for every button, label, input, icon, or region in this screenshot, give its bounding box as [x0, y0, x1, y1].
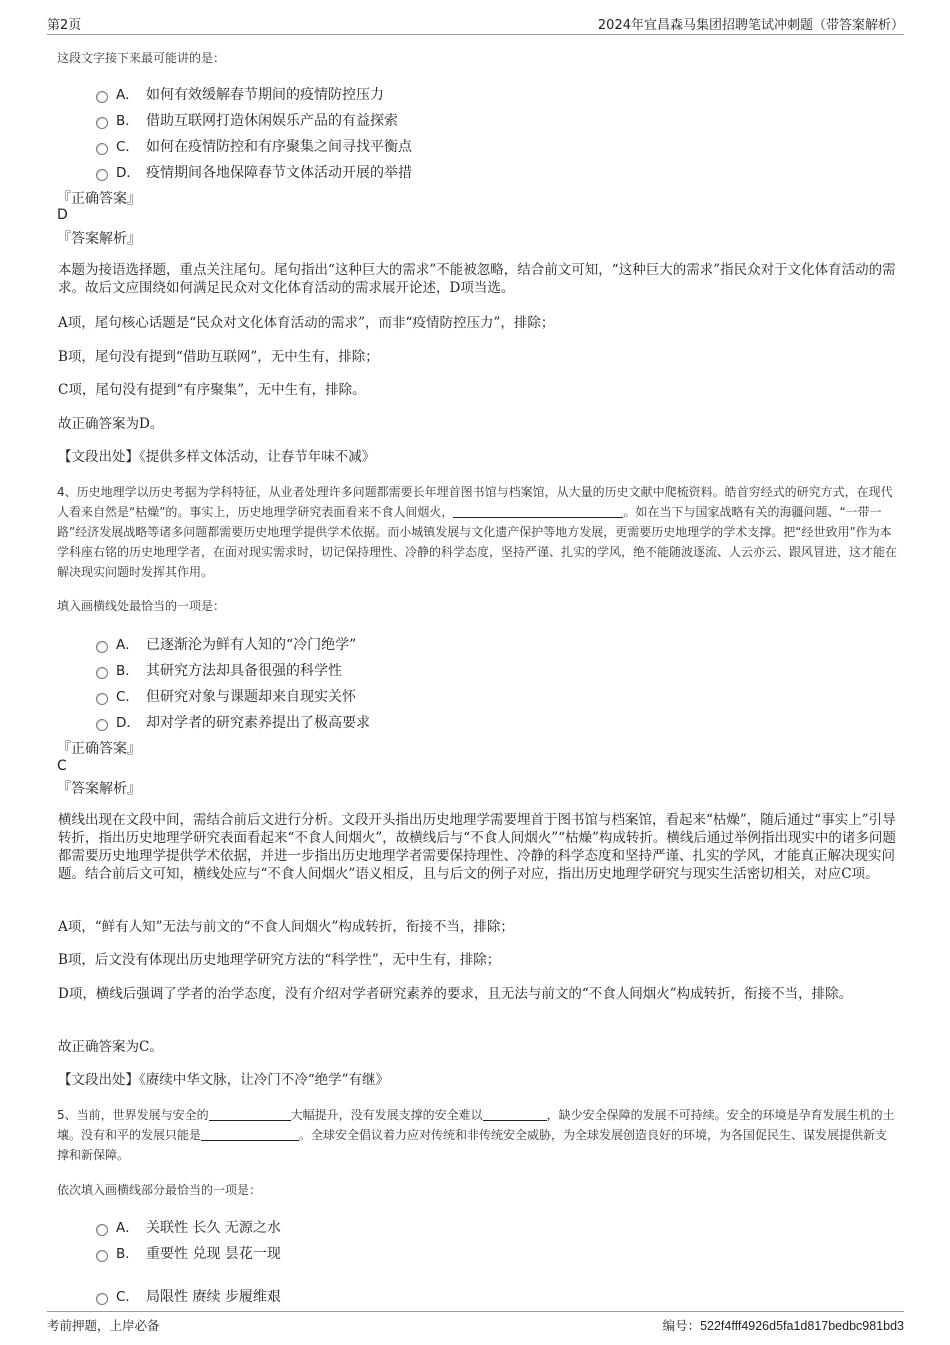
q4-option-d[interactable]: D． 却对学者的研究素养提出了极高要求: [96, 711, 370, 732]
radio-icon[interactable]: [96, 91, 108, 103]
q5-option-b[interactable]: B． 重要性 兑现 昙花一现: [96, 1242, 281, 1263]
footer-slogan: 考前押题，上岸必备: [47, 1318, 160, 1333]
q3-answer: D: [57, 207, 68, 223]
radio-icon[interactable]: [96, 1250, 108, 1262]
document-code: 编号：522f4fff4926d5fa1d817bedbc981bd3: [662, 1318, 904, 1333]
q3-source: 【文段出处】《提供多样文体活动，让春节年味不减》: [58, 449, 376, 465]
radio-icon[interactable]: [96, 693, 108, 705]
q3-option-a[interactable]: A． 如何有效缓解春节期间的疫情防控压力: [96, 83, 384, 104]
q5-option-a[interactable]: A． 关联性 长久 无源之水: [96, 1216, 281, 1237]
radio-icon[interactable]: [96, 719, 108, 731]
q3-prompt: 这段文字接下来最可能讲的是：: [57, 51, 226, 65]
page-number: 第2页: [47, 18, 82, 33]
radio-icon[interactable]: [96, 1293, 108, 1305]
q4-conclusion: 故正确答案为C。: [58, 1039, 163, 1055]
q4-source: 【文段出处】《赓续中华文脉，让冷门不冷“绝学”有继》: [58, 1072, 390, 1088]
page-footer: [47, 1311, 904, 1336]
q4-prompt: 填入画横线处最恰当的一项是：: [57, 599, 226, 613]
radio-icon[interactable]: [96, 117, 108, 129]
q5-question-text: 5、当前，世界发展与安全的 大幅提升，没有发展支撑的安全难以 ，缺少安全保障的发展不可持续。安全的环境是孕育发展生机的土壤。没有和平的发展只能是 。全球安全倡议着力应对传统和非传统安全威胁，为全球发展创造良好的环境，为各国促民生、谋发展提供新支撑和新保障。: [57, 1108, 895, 1162]
q3-analysis-a: A项，尾句核心话题是“民众对文化体育活动的需求”，而非“疫情防控压力”，排除；: [58, 315, 555, 331]
q3-analysis-c: C项，尾句没有提到“有序聚集”，无中生有，排除。: [58, 382, 366, 398]
q4-option-c[interactable]: C． 但研究对象与课题却来自现实关怀: [96, 685, 356, 706]
q3-analysis-b: B项，尾句没有提到“借助互联网”，无中生有，排除；: [58, 349, 379, 365]
radio-icon[interactable]: [96, 1224, 108, 1236]
q4-option-a[interactable]: A． 已逐渐沦为鲜有人知的“冷门绝学”: [96, 633, 356, 654]
q3-conclusion: 故正确答案为D。: [58, 416, 164, 432]
q3-answer-label: 『正确答案』: [57, 191, 141, 207]
radio-icon[interactable]: [96, 143, 108, 155]
q5-blank-3: [201, 1128, 299, 1141]
q4-analysis-d: D项，横线后强调了学者的治学态度，没有介绍对学者研究素养的要求，且无法与前文的“不食人间烟火”构成转折，衔接不当，排除。: [58, 986, 853, 1002]
q4-analysis-a: A项，“鲜有人知”无法与前文的“不食人间烟火”构成转折，衔接不当，排除；: [58, 919, 514, 935]
q4-question-text: 4、历史地理学以历史考据为学科特征，从业者处理许多问题都需要长年埋首图书馆与档案馆，从大量的历史文献中爬梳资料。皓首穷经式的研究方式，在现代人看来自然是“枯燥”的。事实上，历史地理学研究表面看来不食人间烟火， 。如在当下与国家战略有关的海疆问题、“一带一路”经济发展战略等诸多问题都需要历史地理学提供学术依据。而小城镇发展与文化遗产保护等地方发展，更需要历史地理学的学术支撑。把“经世致用”作为本学科座右铭的历史地理学者，在面对现实需求时，切记保持理性、冷静的科学态度，坚持严谨、扎实的学风，绝不能随波逐流、人云亦云、跟风冒进，这才能在解决现实问题时发挥其作用。: [57, 485, 898, 579]
q4-analysis-label: 『答案解析』: [57, 781, 141, 797]
radio-icon[interactable]: [96, 667, 108, 679]
q3-analysis-label: 『答案解析』: [57, 231, 141, 247]
q4-analysis-main: 横线出现在文段中间，需结合前后文进行分析。文段开头指出历史地理学需要埋首于图书馆与档案馆，看起来“枯燥”，随后通过“事实上”引导转折，指出历史地理学研究表面看起来“不食人间烟火”，故横线后与“不食人间烟火”“枯燥”构成转折。横线后通过举例指出现实中的诸多问题都需要历史地理学提供学术依据，并进一步指出历史地理学者需要保持理性、冷静的科学态度和坚持严谨、扎实的学风，才能真正解决现实问题。结合前后文可知，横线处应与“不食人间烟火”语义相反，且与后文的例子对应，指出历史地理学研究与现实生活密切相关，对应C项。: [58, 812, 896, 882]
radio-icon[interactable]: [96, 641, 108, 653]
q3-option-c[interactable]: C． 如何在疫情防控和有序聚集之间寻找平衡点: [96, 135, 412, 156]
document-title: 2024年宜昌森马集团招聘笔试冲刺题（带答案解析）: [597, 18, 904, 33]
q5-blank-1: [209, 1108, 291, 1121]
radio-icon[interactable]: [96, 169, 108, 181]
q4-analysis-b: B项，后文没有体现出历史地理学研究方法的“科学性”，无中生有，排除；: [58, 952, 501, 968]
q5-option-c[interactable]: C． 局限性 赓续 步履维艰: [96, 1285, 281, 1306]
q3-option-b[interactable]: B． 借助互联网打造休闲娱乐产品的有益探索: [96, 109, 398, 130]
q5-prompt: 依次填入画横线部分最恰当的一项是：: [57, 1183, 262, 1197]
q3-option-d[interactable]: D． 疫情期间各地保障春节文体活动开展的举措: [96, 161, 412, 182]
q4-option-b[interactable]: B． 其研究方法却具备很强的科学性: [96, 659, 342, 680]
q5-blank-2: [483, 1108, 547, 1121]
q4-blank: [453, 505, 623, 518]
q4-answer-label: 『正确答案』: [57, 741, 141, 757]
q3-analysis-main: 本题为接语选择题，重点关注尾句。尾句指出“这种巨大的需求”不能被忽略，结合前文可知，“这种巨大的需求”指民众对于文化体育活动的需求。故后文应围绕如何满足民众对文化体育活动的需求展开论述，D项当选。: [58, 262, 896, 296]
q4-answer: C: [57, 758, 67, 774]
